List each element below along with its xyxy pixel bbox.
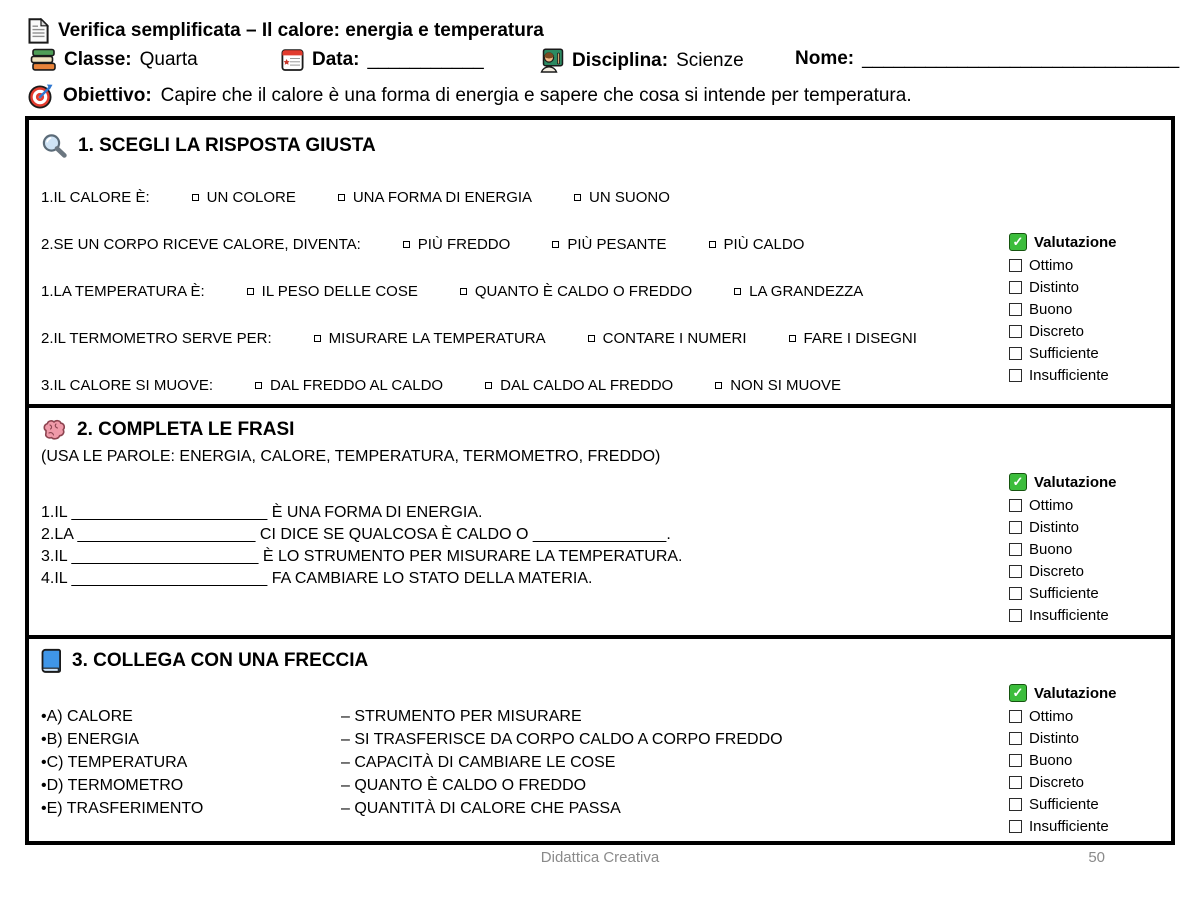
classe-value: Quarta [139, 49, 198, 70]
option-label: IL PESO DELLE COSE [261, 282, 418, 300]
option-label: DAL CALDO AL FREDDO [500, 376, 674, 394]
valutazione-option[interactable] [1009, 560, 1161, 582]
valutazione-box [1009, 470, 1161, 626]
valutazione-option[interactable] [1009, 793, 1161, 815]
valutazione-option-label: Insufficiente [1029, 606, 1109, 624]
fill-in-sentence: 2.LA ____________________ CI DICE SE QUALCOSA È CALDO O _______________. [41, 526, 671, 543]
valutazione-option-label: Ottimo [1029, 496, 1074, 514]
question-row [41, 328, 1001, 348]
checkbox-icon[interactable] [1009, 820, 1022, 833]
match-term: •C) TEMPERATURA [41, 754, 188, 771]
valutazione-option-label: Buono [1029, 540, 1073, 558]
answer-option[interactable] [552, 236, 666, 253]
section-collega-freccia [29, 635, 1171, 841]
checkbox-icon[interactable] [789, 335, 796, 342]
valutazione-title: Valutazione [1034, 473, 1117, 491]
valutazione-option-label: Buono [1029, 300, 1073, 318]
question-row [41, 187, 1001, 207]
disciplina-label: Disciplina: [572, 49, 669, 71]
match-row [41, 774, 1001, 797]
section1-header [41, 132, 1001, 160]
match-row [41, 728, 1001, 751]
answer-option[interactable] [588, 330, 747, 347]
section-scegli-risposta [29, 120, 1171, 404]
valutazione-option[interactable] [1009, 727, 1161, 749]
match-row [41, 797, 1001, 820]
classe-field [30, 48, 198, 72]
checkbox-icon[interactable] [1009, 303, 1022, 316]
worksheet-body [25, 116, 1175, 845]
option-label: PIÙ CALDO [723, 235, 805, 253]
checkbox-icon[interactable] [192, 194, 199, 201]
obiettivo-label: Obiettivo: [63, 85, 152, 106]
question-label: 2.SE UN CORPO RICEVE CALORE, DIVENTA: [41, 235, 361, 253]
valutazione-option-label: Sufficiente [1029, 584, 1099, 602]
valutazione-option[interactable] [1009, 494, 1161, 516]
valutazione-option[interactable] [1009, 516, 1161, 538]
question-label: 2.IL TERMOMETRO SERVE PER: [41, 329, 272, 347]
match-row [41, 751, 1001, 774]
document-icon [28, 18, 49, 44]
valutazione-option-label: Sufficiente [1029, 795, 1099, 813]
checkbox-icon[interactable] [403, 241, 410, 248]
match-term: •E) TRASFERIMENTO [41, 800, 204, 817]
answer-option[interactable] [709, 236, 805, 253]
section2-subtitle: (USA LE PAROLE: ENERGIA, CALORE, TEMPERATURA, TERMOMETRO, FREDDO) [41, 448, 661, 465]
valutazione-option-label: Ottimo [1029, 256, 1074, 274]
answer-option[interactable] [247, 283, 418, 300]
check-icon: ✓ [1009, 684, 1027, 702]
checkbox-icon[interactable] [734, 288, 741, 295]
page-title: Verifica semplificata – Il calore: energia e temperatura [58, 20, 544, 41]
sentence-list [41, 502, 1001, 590]
valutazione-option[interactable] [1009, 815, 1161, 837]
valutazione-option-label: Distinto [1029, 278, 1080, 296]
checkbox-icon[interactable] [314, 335, 321, 342]
question-label: 1.IL CALORE È: [41, 188, 150, 206]
section2-title: 2. COMPLETA LE FRASI [77, 419, 295, 440]
option-label: NON SI MUOVE [730, 376, 842, 394]
answer-option[interactable] [314, 330, 546, 347]
valutazione-option[interactable] [1009, 298, 1161, 320]
checkbox-icon[interactable] [1009, 587, 1022, 600]
checkbox-icon[interactable] [1009, 710, 1022, 723]
valutazione-header [1009, 681, 1161, 705]
answer-option[interactable] [403, 236, 511, 253]
nome-field [795, 48, 1179, 70]
fill-in-sentence: 4.IL ______________________ FA CAMBIARE LO STATO DELLA MATERIA. [41, 570, 593, 587]
option-label: PIÙ PESANTE [567, 235, 667, 253]
check-icon: ✓ [1009, 233, 1027, 251]
match-definition: – STRUMENTO PER MISURARE [341, 708, 582, 725]
brain-icon [41, 419, 67, 441]
valutazione-box [1009, 230, 1161, 386]
valutazione-option-label: Buono [1029, 751, 1073, 769]
disciplina-field [540, 48, 744, 73]
match-definition: – SI TRASFERISCE DA CORPO CALDO A CORPO FREDDO [341, 731, 783, 748]
checkbox-icon[interactable] [338, 194, 345, 201]
match-term: •B) ENERGIA [41, 731, 140, 748]
valutazione-option-label: Ottimo [1029, 707, 1074, 725]
option-label: UN SUONO [589, 188, 670, 206]
valutazione-box [1009, 681, 1161, 837]
obiettivo-row [28, 81, 1172, 111]
option-label: UNA FORMA DI ENERGIA [352, 188, 533, 206]
valutazione-header [1009, 470, 1161, 494]
teacher-icon [540, 48, 564, 73]
target-icon [28, 83, 54, 109]
valutazione-option-label: Distinto [1029, 518, 1080, 536]
page-footer [0, 849, 1200, 873]
checkbox-icon[interactable] [1009, 565, 1022, 578]
valutazione-option-label: Sufficiente [1029, 344, 1099, 362]
checkbox-icon[interactable] [1009, 347, 1022, 360]
question-row [41, 375, 1001, 395]
answer-option[interactable] [789, 330, 917, 347]
question-label: 3.IL CALORE SI MUOVE: [41, 376, 213, 394]
fill-in-sentence: 3.IL _____________________ È LO STRUMENTO PER MISURARE LA TEMPERATURA. [41, 548, 683, 565]
match-definition: – QUANTITÀ DI CALORE CHE PASSA [341, 800, 621, 817]
checkbox-icon[interactable] [1009, 609, 1022, 622]
valutazione-option[interactable] [1009, 705, 1161, 727]
disciplina-value: Scienze [676, 49, 744, 71]
option-label: CONTARE I NUMERI [602, 329, 747, 347]
option-label: QUANTO È CALDO O FREDDO [474, 282, 693, 300]
option-label: UN COLORE [206, 188, 296, 206]
title-row [28, 16, 1172, 46]
checkbox-icon[interactable] [247, 288, 254, 295]
question-label: 1.LA TEMPERATURA È: [41, 282, 205, 300]
valutazione-option[interactable] [1009, 771, 1161, 793]
meta-row [28, 48, 1180, 78]
answer-option[interactable] [734, 283, 863, 300]
section1-title: 1. SCEGLI LA RISPOSTA GIUSTA [78, 135, 376, 156]
valutazione-option-label: Insufficiente [1029, 817, 1109, 835]
valutazione-option[interactable] [1009, 604, 1161, 626]
answer-option[interactable] [715, 377, 841, 394]
valutazione-option[interactable] [1009, 582, 1161, 604]
match-term: •A) CALORE [41, 708, 133, 725]
valutazione-option-label: Discreto [1029, 322, 1085, 340]
checkbox-icon[interactable] [709, 241, 716, 248]
valutazione-title: Valutazione [1034, 233, 1117, 251]
match-list [41, 705, 1001, 820]
match-definition: – QUANTO È CALDO O FREDDO [341, 777, 587, 794]
nome-label: Nome: [795, 48, 855, 69]
section3-header [41, 647, 1001, 675]
classe-label: Classe: [64, 49, 132, 70]
data-label: Data: [312, 49, 360, 70]
checkbox-icon[interactable] [1009, 732, 1022, 745]
answer-option[interactable] [485, 377, 673, 394]
obiettivo-text: Capire che il calore è una forma di energia e sapere che cosa si intende per temperatura. [160, 85, 912, 106]
option-label: PIÙ FREDDO [417, 235, 511, 253]
valutazione-option[interactable] [1009, 749, 1161, 771]
question-list [41, 187, 1001, 395]
match-row [41, 705, 1001, 728]
checkbox-icon[interactable] [552, 241, 559, 248]
checkbox-icon[interactable] [1009, 543, 1022, 556]
worksheet-header [0, 0, 1200, 111]
checkbox-icon[interactable] [1009, 369, 1022, 382]
checkbox-icon[interactable] [485, 382, 492, 389]
match-definition: – CAPACITÀ DI CAMBIARE LE COSE [341, 754, 616, 771]
page-number: 50 [1088, 849, 1105, 866]
footer-brand: Didattica Creativa [540, 849, 660, 866]
option-label: FARE I DISEGNI [803, 329, 917, 347]
checkbox-icon[interactable] [574, 194, 581, 201]
valutazione-option-label: Distinto [1029, 729, 1080, 747]
checkbox-icon[interactable] [1009, 776, 1022, 789]
checkbox-icon[interactable] [460, 288, 467, 295]
nome-blank: ______________________________ [862, 48, 1180, 69]
section-completa-frasi [29, 404, 1171, 635]
checkbox-icon[interactable] [1009, 798, 1022, 811]
valutazione-option[interactable] [1009, 364, 1161, 386]
valutazione-title: Valutazione [1034, 684, 1117, 702]
valutazione-option[interactable] [1009, 276, 1161, 298]
answer-option[interactable] [574, 189, 670, 206]
question-row [41, 234, 1001, 254]
checkbox-icon[interactable] [1009, 281, 1022, 294]
checkbox-icon[interactable] [255, 382, 262, 389]
answer-option[interactable] [192, 189, 296, 206]
valutazione-header [1009, 230, 1161, 254]
checkbox-icon[interactable] [1009, 325, 1022, 338]
fill-in-sentence: 1.IL ______________________ È UNA FORMA DI ENERGIA. [41, 504, 483, 521]
data-field [281, 48, 484, 72]
checkbox-icon[interactable] [1009, 521, 1022, 534]
section3-title: 3. COLLEGA CON UNA FRECCIA [72, 650, 369, 671]
check-icon: ✓ [1009, 473, 1027, 491]
valutazione-option[interactable] [1009, 538, 1161, 560]
answer-option[interactable] [255, 377, 443, 394]
answer-option[interactable] [338, 189, 532, 206]
data-blank: ___________ [367, 49, 484, 70]
option-label: LA GRANDEZZA [749, 282, 864, 300]
checkbox-icon[interactable] [588, 335, 595, 342]
answer-option[interactable] [460, 283, 692, 300]
option-label: MISURARE LA TEMPERATURA [328, 329, 546, 347]
checkbox-icon[interactable] [1009, 499, 1022, 512]
book-icon [41, 648, 62, 674]
valutazione-option-label: Discreto [1029, 562, 1085, 580]
option-label: DAL FREDDO AL CALDO [270, 376, 444, 394]
checkbox-icon[interactable] [1009, 754, 1022, 767]
valutazione-option[interactable] [1009, 320, 1161, 342]
question-row [41, 281, 1001, 301]
checkbox-icon[interactable] [715, 382, 722, 389]
valutazione-option-label: Discreto [1029, 773, 1085, 791]
section2-header [41, 416, 1001, 444]
magnifier-icon [41, 133, 68, 160]
match-term: •D) TERMOMETRO [41, 777, 184, 794]
books-stack-icon [30, 48, 56, 72]
valutazione-option[interactable] [1009, 254, 1161, 276]
checkbox-icon[interactable] [1009, 259, 1022, 272]
valutazione-option[interactable] [1009, 342, 1161, 364]
valutazione-option-label: Insufficiente [1029, 366, 1109, 384]
calendar-icon [281, 48, 304, 72]
